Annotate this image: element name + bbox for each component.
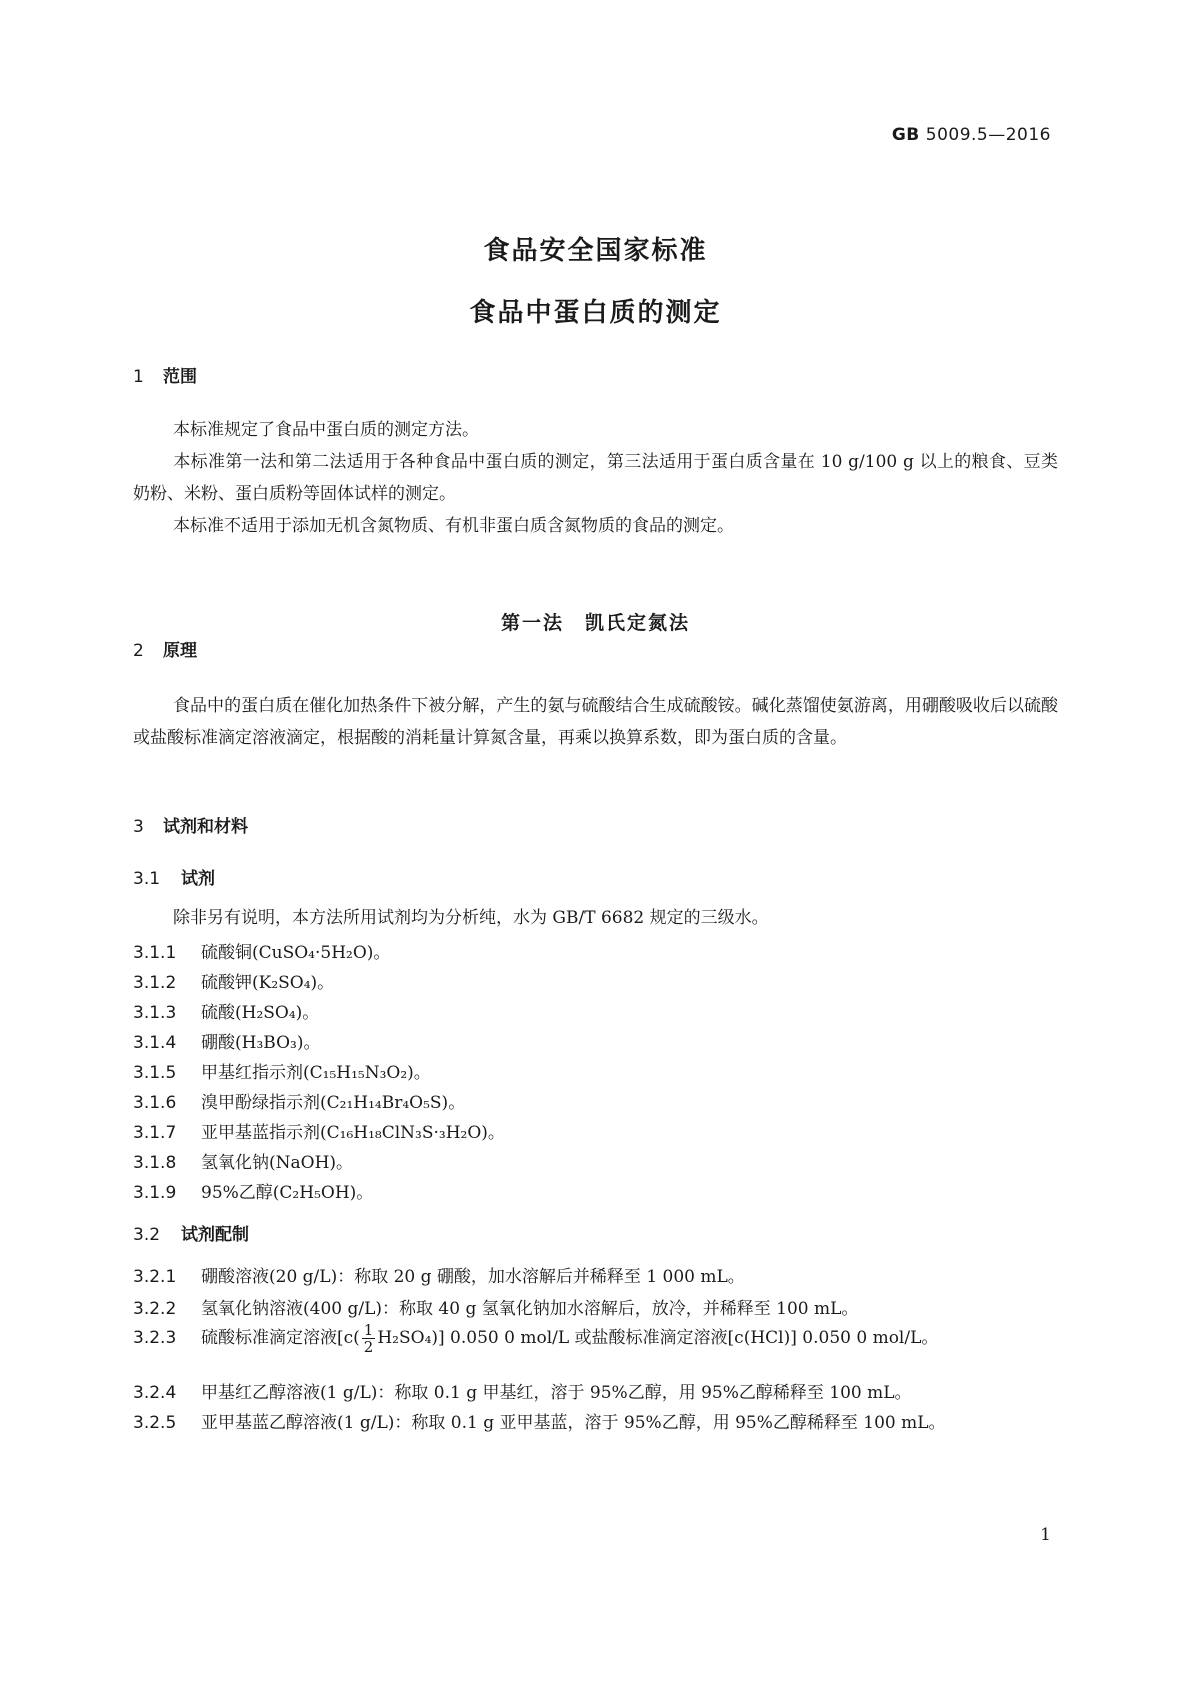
section-1-paragraph-3: 本标准不适用于添加无机含氮物质、有机非蛋白质含氮物质的食品的测定。 xyxy=(173,516,734,536)
section-1-heading xyxy=(133,362,197,387)
section-1-paragraph-2: 本标准第一法和第二法适用于各种食品中蛋白质的测定，第三法适用于蛋白质含量在 10 g/100 g 以上的粮食、豆类奶粉、米粉、蛋白质粉等固体试样的测定。 xyxy=(133,452,1058,504)
document-title: 食品安全国家标准 xyxy=(483,236,708,266)
section-3-1-intro: 除非另有说明，本方法所用试剂均为分析纯，水为 GB/T 6682 规定的三级水。 xyxy=(173,908,769,928)
preparation-item: 3.2.4 甲基红乙醇溶液(1 g/L)：称取 0.1 g 甲基红，溶于 95%乙醇，用 95%乙醇稀释至 100 mL。 xyxy=(133,1383,912,1403)
section-number: 3.1 xyxy=(133,869,161,889)
standard-number xyxy=(892,125,1051,145)
reagent-item: 3.1.9 95%乙醇(C₂H₅OH)。 xyxy=(133,1183,374,1203)
section-3-2-heading xyxy=(133,1220,249,1245)
section-title: 试剂和材料 xyxy=(163,817,248,837)
section-title: 原理 xyxy=(163,641,197,661)
fraction: $\frac{1}{2}$ xyxy=(363,1321,374,1356)
preparation-item: 3.2.5 亚甲基蓝乙醇溶液(1 g/L)：称取 0.1 g 亚甲基蓝，溶于 95%乙醇，用 95%乙醇稀释至 100 mL。 xyxy=(133,1413,946,1433)
section-number: 1 xyxy=(133,367,144,387)
method-1-heading: 第一法 凯氏定氮法 xyxy=(500,612,690,634)
section-2-paragraph: 食品中的蛋白质在催化加热条件下被分解，产生的氨与硫酸结合生成硫酸铵。碱化蒸馏使氨游离，用硼酸吸收后以硫酸或盐酸标准滴定溶液滴定，根据酸的消耗量计算氮含量，再乘以换算系数，即为蛋白质的含量。 xyxy=(133,696,1058,748)
reagent-item: 3.1.8 氢氧化钠(NaOH)。 xyxy=(133,1153,354,1173)
reagent-item: 3.1.5 甲基红指示剂(C₁₅H₁₅N₃O₂)。 xyxy=(133,1063,431,1083)
reagent-item: 3.1.1 硫酸铜(CuSO₄·5H₂O)。 xyxy=(133,943,391,963)
section-title: 范围 xyxy=(163,367,197,387)
section-3-heading xyxy=(133,812,248,837)
document-subtitle: 食品中蛋白质的测定 xyxy=(469,298,722,328)
section-title: 试剂 xyxy=(181,869,215,889)
section-number: 3.2 xyxy=(133,1225,161,1245)
section-number: 2 xyxy=(133,641,144,661)
standard-code: 5009.5—2016 xyxy=(925,125,1051,145)
section-2-heading xyxy=(133,636,197,661)
preparation-item: 3.2.3 硫酸标准滴定溶液[c( $\frac{1}{2}$ H₂SO₄)] 0.050 0 mol/L 或盐酸标准滴定溶液[c(HCl)] 0.050 0 mol/L。 xyxy=(133,1321,939,1356)
section-number: 3 xyxy=(133,817,144,837)
section-1-paragraph-1: 本标准规定了食品中蛋白质的测定方法。 xyxy=(173,420,479,440)
reagent-item: 3.1.6 溴甲酚绿指示剂(C₂₁H₁₄Br₄O₅S)。 xyxy=(133,1093,466,1113)
reagent-item: 3.1.3 硫酸(H₂SO₄)。 xyxy=(133,1003,320,1023)
preparation-item: 3.2.2 氢氧化钠溶液(400 g/L)：称取 40 g 氢氧化钠加水溶解后，放冷，并稀释至 100 mL。 xyxy=(133,1299,859,1319)
standard-prefix: GB xyxy=(891,125,920,145)
reagent-item: 3.1.2 硫酸钾(K₂SO₄)。 xyxy=(133,973,335,993)
reagent-item: 3.1.4 硼酸(H₃BO₃)。 xyxy=(133,1033,321,1053)
section-title: 试剂配制 xyxy=(181,1225,249,1245)
page-number: 1 xyxy=(1040,1525,1051,1545)
preparation-item: 3.2.1 硼酸溶液(20 g/L)：称取 20 g 硼酸，加水溶解后并稀释至 1 000 mL。 xyxy=(133,1267,745,1287)
section-3-1-heading xyxy=(133,864,215,889)
reagent-item: 3.1.7 亚甲基蓝指示剂(C₁₆H₁₈ClN₃S·₃H₂O)。 xyxy=(133,1123,505,1143)
